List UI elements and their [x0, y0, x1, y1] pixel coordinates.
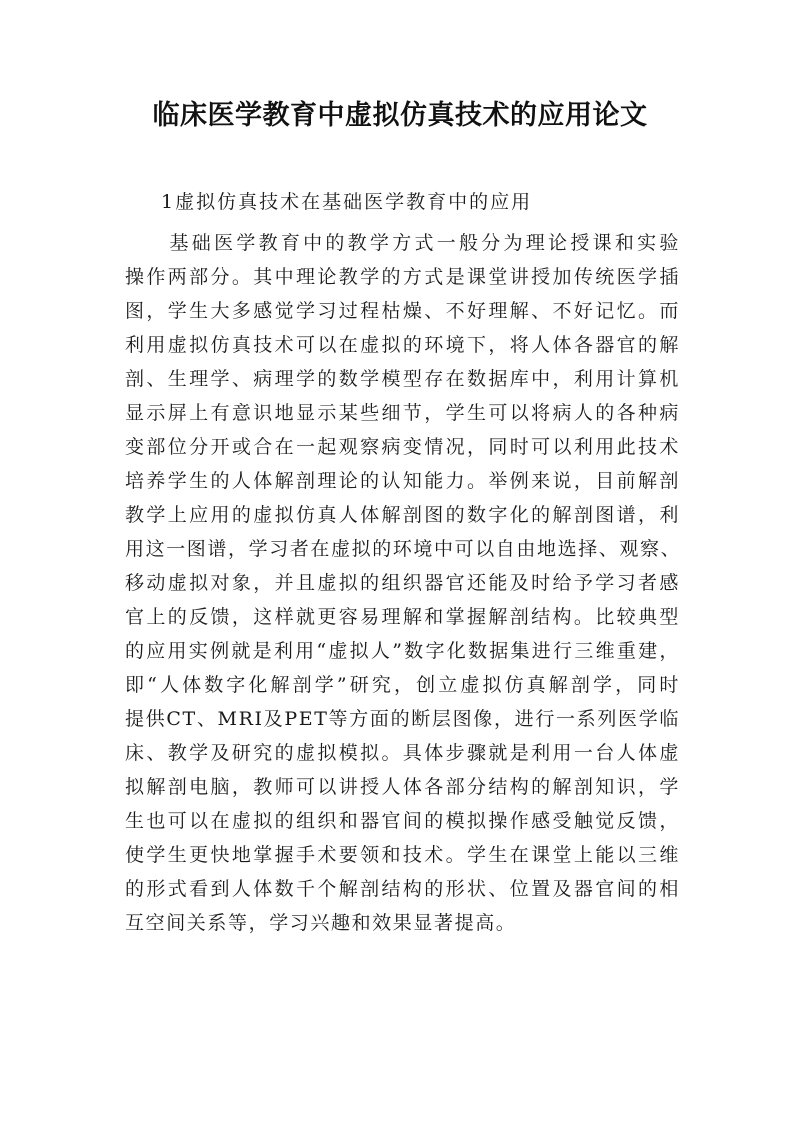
- paragraph-line: 官上的反馈，这样就更容易理解和掌握解剖结构。比较典型: [125, 606, 680, 628]
- paragraph-line: 使学生更快地掌握手术要领和技术。学生在课堂上能以三维: [125, 844, 680, 866]
- paragraph-line: 生也可以在虚拟的组织和器官间的模拟操作感受触觉反馈，: [125, 810, 680, 832]
- paragraph-line: 即“人体数字化解剖学”研究，创立虚拟仿真解剖学，同时: [125, 674, 680, 696]
- paragraph-line: 基础医学教育中的教学方式一般分为理论授课和实验: [125, 232, 680, 254]
- paragraph-line: 的应用实例就是利用“虚拟人”数字化数据集进行三维重建，: [125, 640, 680, 662]
- paragraph-line: 教学上应用的虚拟仿真人体解剖图的数字化的解剖图谱，利: [125, 504, 680, 526]
- paragraph-line: 操作两部分。其中理论教学的方式是课堂讲授加传统医学插: [125, 266, 680, 288]
- paragraph-line: 图，学生大多感觉学习过程枯燥、不好理解、不好记忆。而: [125, 300, 680, 322]
- paragraph-line: 培养学生的人体解剖理论的认知能力。举例来说，目前解剖: [125, 470, 680, 492]
- paragraph-line: 利用虚拟仿真技术可以在虚拟的环境下，将人体各器官的解: [125, 334, 680, 356]
- paragraph-line: 床、教学及研究的虚拟模拟。具体步骤就是利用一台人体虚: [125, 742, 680, 764]
- section-heading: 1虚拟仿真技术在基础医学教育中的应用: [161, 191, 533, 213]
- body-paragraph: [125, 226, 680, 940]
- paragraph-line: 拟解剖电脑，教师可以讲授人体各部分结构的解剖知识，学: [125, 776, 680, 798]
- paragraph-line: 互空间关系等，学习兴趣和效果显著提高。: [125, 912, 517, 934]
- paragraph-line: 用这一图谱，学习者在虚拟的环境中可以自由地选择、观察、: [125, 538, 682, 560]
- paragraph-line: 提供CT、MRI及PET等方面的断层图像，进行一系列医学临: [125, 708, 680, 730]
- paragraph-line: 显示屏上有意识地显示某些细节，学生可以将病人的各种病: [125, 402, 680, 424]
- paragraph-line: 移动虚拟对象，并且虚拟的组织器官还能及时给予学习者感: [125, 572, 680, 594]
- paragraph-line: 的形式看到人体数千个解剖结构的形状、位置及器官间的相: [125, 878, 680, 900]
- paragraph-line: 剖、生理学、病理学的数学模型存在数据库中，利用计算机: [125, 368, 680, 390]
- document-title: 临床医学教育中虚拟仿真技术的应用论文: [152, 100, 648, 131]
- paragraph-line: 变部位分开或合在一起观察病变情况，同时可以利用此技术: [125, 436, 680, 458]
